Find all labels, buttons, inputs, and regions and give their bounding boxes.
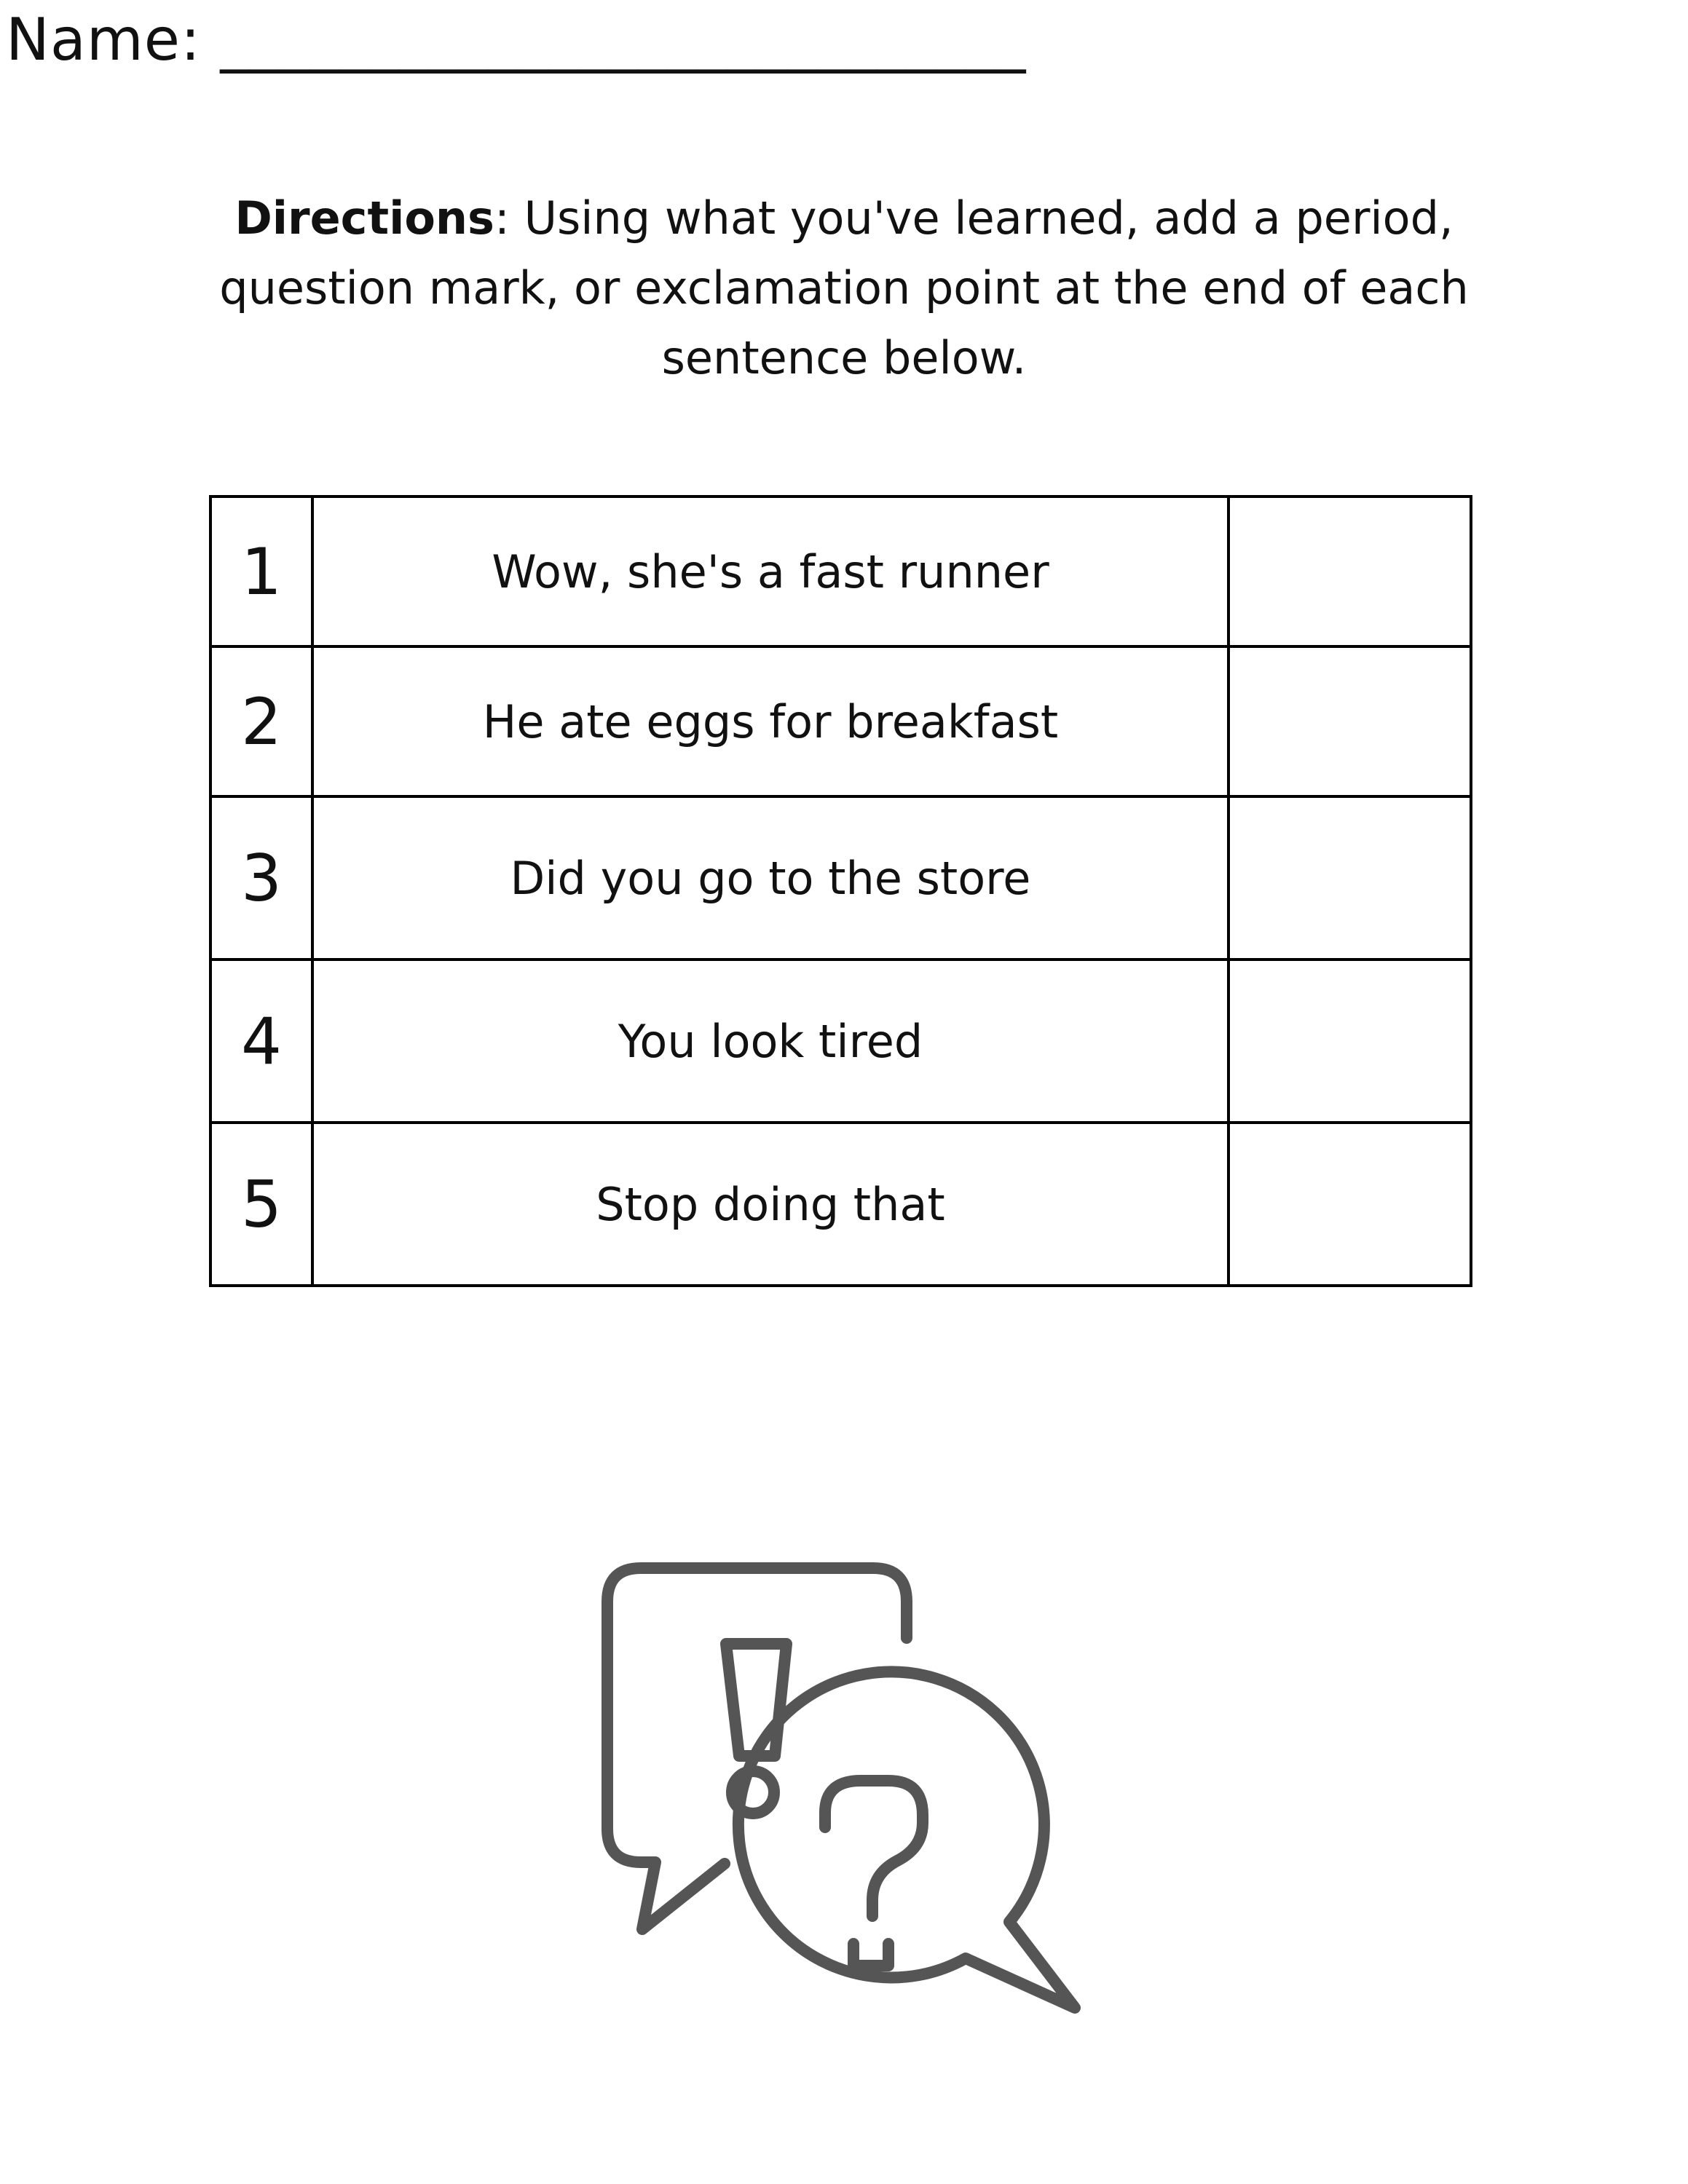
row-number: 5	[210, 1123, 312, 1286]
answer-cell[interactable]	[1228, 496, 1471, 646]
answer-cell[interactable]	[1228, 646, 1471, 796]
sentence-text: Stop doing that	[312, 1123, 1228, 1286]
question-bubble	[738, 1671, 1075, 2008]
row-number: 1	[210, 496, 312, 646]
directions-label: Directions	[234, 191, 494, 245]
name-label: Name:	[6, 6, 201, 74]
exclamation-bar	[726, 1644, 786, 1756]
answer-cell[interactable]	[1228, 1123, 1471, 1286]
directions-body: : Using what you've learned, add a period, question mark, or exclamation point at the end of each sentence below.	[219, 191, 1469, 384]
exclamation-question-speech-bubbles-icon	[597, 1522, 1092, 2017]
answer-cell[interactable]	[1228, 796, 1471, 960]
name-field[interactable]	[6, 0, 1026, 80]
question-dot	[853, 1944, 888, 1966]
row-number: 2	[210, 646, 312, 796]
row-number: 3	[210, 796, 312, 960]
table-row	[210, 646, 1471, 796]
table-row	[210, 796, 1471, 960]
table-row	[210, 1123, 1471, 1286]
sentence-text: He ate eggs for breakfast	[312, 646, 1228, 796]
row-number: 4	[210, 960, 312, 1123]
question-hook	[825, 1781, 923, 1916]
sentence-text: You look tired	[312, 960, 1228, 1123]
sentence-text: Wow, she's a fast runner	[312, 496, 1228, 646]
punctuation-table	[209, 495, 1472, 1287]
directions-text	[218, 183, 1470, 393]
sentence-text: Did you go to the store	[312, 796, 1228, 960]
name-blank-line[interactable]: ___________________________	[220, 6, 1027, 74]
table-row	[210, 960, 1471, 1123]
table-row	[210, 496, 1471, 646]
answer-cell[interactable]	[1228, 960, 1471, 1123]
